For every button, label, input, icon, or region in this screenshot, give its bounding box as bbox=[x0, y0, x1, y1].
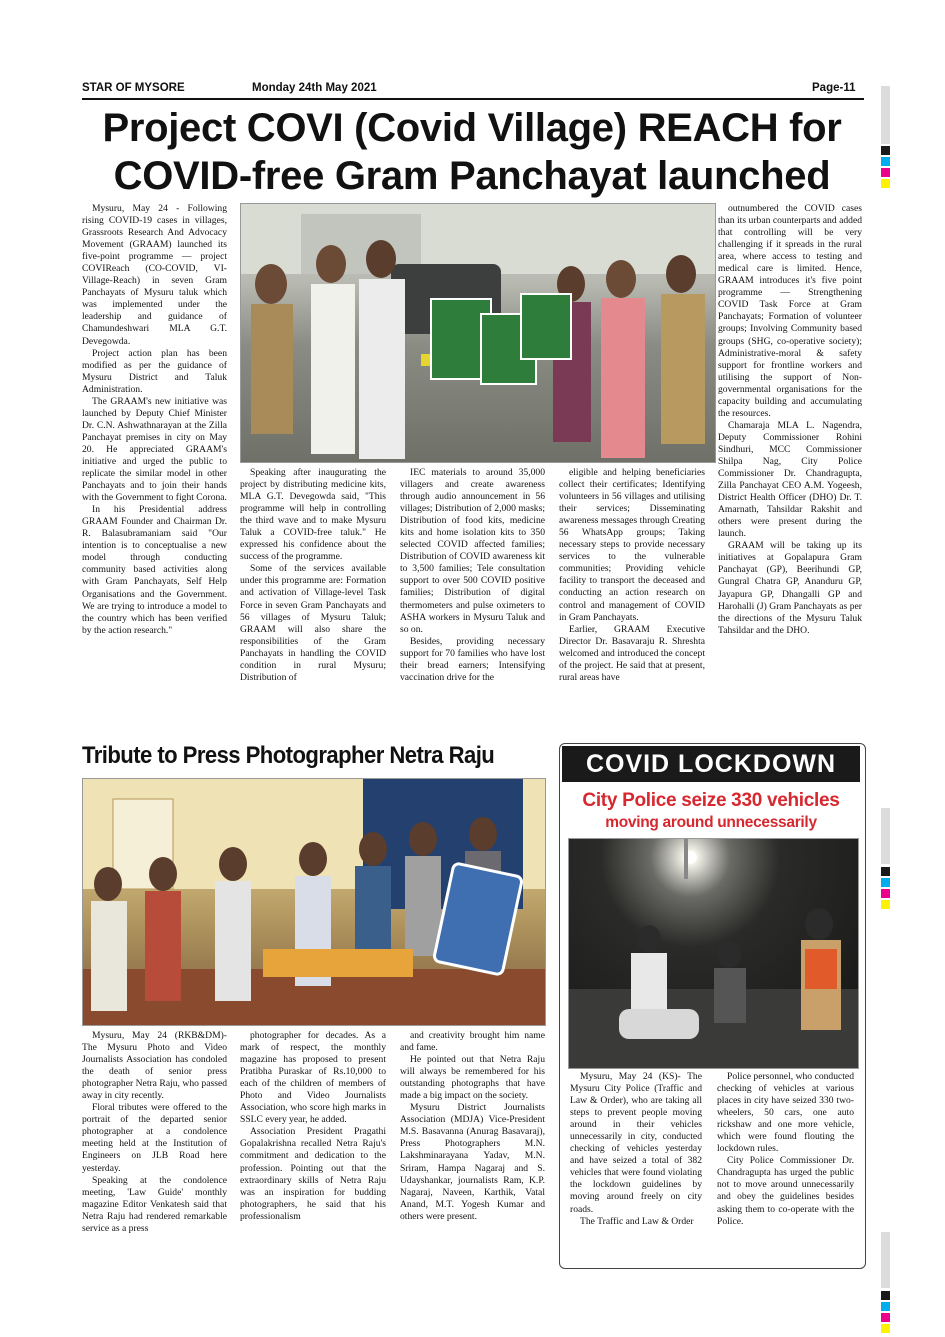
night-checking-photo bbox=[568, 838, 859, 1069]
tribute-photo bbox=[82, 778, 546, 1026]
paragraph: Mysuru, May 24 - Following rising COVID-19 cases in villages, Grassroots Research And Advocacy Movement (GRAAM) launched its five-point programme — project COVIReach (CO-COVID, VI-Village-Reach) in seven Gram Panchayats of Mysuru taluk which was implemented under the leadership and guidance of Chamundeshwari MLA G.T. Devegowda. bbox=[82, 203, 227, 347]
paragraph: Some of the services available under this programme are: Formation and activation of Village-level Task Force in seven Gram Panchayats and 56 villages of Mysuru Taluk; GRAAM will also share the responsibilities of the Gram Panchayats in handling the COVID condition in rural Mysuru; Distribution of bbox=[240, 563, 386, 683]
paragraph: Police personnel, who conducted checking of vehicles at various places in city have seized 330 two-wheelers, 50 cars, one auto rickshaw and one more vehicle, which were found flouting the lockdown rules. bbox=[717, 1071, 854, 1155]
article1-column-2 bbox=[240, 467, 386, 733]
headline-line-2: COVID-free Gram Panchayat launched bbox=[113, 154, 831, 198]
paragraph: Speaking after inaugurating the project by distributing medicine kits, MLA G.T. Devegowda said, "This programme will help in controlling the third wave and to make Mysuru Taluk a COVID-free taluk." He expressed his confidence about the success of the programme. bbox=[240, 467, 386, 563]
covid-lockdown-banner: COVID LOCKDOWN bbox=[562, 746, 860, 782]
paragraph: photographer for decades. As a mark of respect, the monthly magazine has proposed to present Pratibha Puraskar of Rs.10,000 to each of the children of members of Photo and Video Journalists Association, who score high marks in SSLC every year, he added. bbox=[240, 1030, 386, 1126]
paragraph: Chamaraja MLA L. Nagendra, Deputy Commissioner Rohini Sindhuri, MCC Commissioner Shilpa Nag, City Police Commissioner Dr. Chandragupta, Zilla Panchayat CEO A.M. Yogeesh, District Health Officer (DHO) Dr. T. Amarnath, Tahsildar Rakshit and others were present during the launch. bbox=[718, 419, 862, 540]
article3-column-2 bbox=[717, 1071, 854, 1256]
paragraph: Association President Pragathi Gopalakrishna recalled Netra Raju's commitment and dedication to the profession. Pointing out that the extraordinary skills of Netra Raju was an inspiration for budding photographers, he said that his professionalism bbox=[240, 1126, 386, 1222]
paragraph: Mysuru, May 24 (KS)- The Mysuru City Police (Traffic and Law & Order), who are taking all steps to prevent people moving around in their vehicles unnecessarily in city, conducted checking of vehicles yesterday and have seized a total of 382 vehicles that were found violating the lockdown guidelines by moving around freely on city roads. bbox=[570, 1071, 702, 1215]
header-rule bbox=[82, 98, 864, 100]
paragraph: He pointed out that Netra Raju will always be remembered for his outstanding photographs that have made a big impact on the society. bbox=[400, 1054, 545, 1102]
night-checking-illustration bbox=[569, 839, 858, 1068]
registration-bar-gray bbox=[881, 1232, 890, 1288]
registration-bar-gray bbox=[881, 86, 890, 144]
headline-line-1: City Police seize 330 vehicles bbox=[582, 790, 840, 811]
registration-mark-cyan bbox=[881, 157, 890, 166]
article2-column-2 bbox=[240, 1030, 386, 1270]
paragraph: Earlier, GRAAM Executive Director Dr. Basavaraju R. Shreshta welcomed and introduced the concept of the project. He said that at present, rural areas have bbox=[559, 623, 705, 683]
paragraph: Besides, providing necessary support for 70 families who have lost their bread earners; Intensifying vaccination drive for the bbox=[400, 635, 545, 683]
paragraph: The Traffic and Law & Order bbox=[580, 1215, 694, 1227]
paragraph: In his Presidential address GRAAM Founder and Chairman Dr. R. Balasubramaniam said "Our intention is to conceptualise a new model through conducting community based activities along with Gram Panchayats, Self Help Organisations and the Government. We are trying to introduce a model to the country which has been verified by the action research." bbox=[82, 504, 227, 636]
paragraph: eligible and helping beneficiaries collect their certificates; Identifying volunteers in 56 villages and utilising their services; Disseminating awareness messages through Creating 56 WhatsApp groups; Taking necessary steps to provide necessary services to the vulnerable communities; Providing vehicle facility to transport the deceased and conducting an action research on control and management of COVID in Gram Panchayats. bbox=[559, 467, 705, 623]
tribute-illustration bbox=[83, 779, 545, 1025]
paragraph: Speaking at the condolence meeting, 'Law Guide' monthly magazine Editor Venkatesh said that Netra Raju had rendered remarkable service as a press bbox=[82, 1174, 227, 1234]
article1-column-3 bbox=[400, 467, 545, 733]
headline-project-covi bbox=[80, 104, 864, 200]
registration-mark-black bbox=[881, 1291, 890, 1300]
paragraph: outnumbered the COVID cases than its urban counterparts and added that controlling will be very challenging if it spreads in the rural area, where access to testing and medical care is limited. Hence, GRAAM introduces it's five point programme — Strengthening COVID Task Force at Gram Panchayats; Formation of volunteer groups; Involving Community based groups (SHG, co-operative society); Administrative-moral & safety support for frontline workers and utilising the support of Non-governmental organisations for the capacity building and accumulating the resources. bbox=[718, 203, 862, 419]
registration-mark-cyan bbox=[881, 1302, 890, 1311]
registration-mark-cyan bbox=[881, 878, 890, 887]
registration-mark-yellow bbox=[881, 1324, 890, 1333]
paragraph: IEC materials to around 35,000 villagers and create awareness through audio announcement in 56 villages; Distribution of 2,000 masks; Distribution of food kits, medicine kits and home isolation kits to 350 selected COVID affected families; Distribution of COVID awareness kit to 3,500 families; Tele consultation support to over 500 COVID positive families; Distribution of digital thermometers and pulse oximeters to ASHA workers in Mysuru Taluk and so on. bbox=[400, 467, 545, 635]
registration-mark-magenta bbox=[881, 1313, 890, 1322]
registration-mark-yellow bbox=[881, 900, 890, 909]
paragraph: Mysuru, May 24 (RKB&DM)- The Mysuru Photo and Video Journalists Association has condoled the death of senior press photographer Netra Raju, who passed away in city recently. bbox=[82, 1030, 227, 1102]
paragraph: Mysuru District Journalists Association (MDJA) Vice-President M.S. Basavanna (Anurag Basavaraj), Press Photographers M.N. Lakshminarayana Yadav, M.N. Sriram, Hampa Nagaraj and S. Udayshankar, journalists Ram, K.P. Nagaraj, Naveen, Karthik, Vatal Anand, M.T. Yogesh Kumar and others were present. bbox=[400, 1102, 545, 1222]
issue-date: Monday 24th May 2021 bbox=[252, 82, 377, 94]
street-light-pole bbox=[684, 839, 688, 879]
paragraph: Floral tributes were offered to the portrait of the departed senior photographer at a condolence meeting held at the Institution of Engineers on JLB Road here yesterday. bbox=[82, 1102, 227, 1174]
page-number: Page-11 bbox=[812, 82, 856, 94]
article2-column-1 bbox=[82, 1030, 227, 1270]
article1-column-5 bbox=[718, 203, 862, 733]
publication-name: STAR OF MYSORE bbox=[82, 82, 185, 94]
headline-tribute: Tribute to Press Photographer Netra Raju bbox=[82, 742, 495, 769]
paragraph: City Police Commissioner Dr. Chandragupta has urged the public not to move around unnecessarily and obey the guidelines besides asking them to co-operate with the Police. bbox=[717, 1155, 854, 1227]
headline-police-seize bbox=[562, 790, 860, 834]
article2-column-3 bbox=[400, 1030, 545, 1270]
headline-line-2: moving around unnecessarily bbox=[605, 814, 817, 831]
launch-event-photo bbox=[240, 203, 716, 463]
headline-line-1: Project COVI (Covid Village) REACH for bbox=[102, 106, 842, 150]
flower-garland bbox=[263, 949, 413, 977]
registration-mark-magenta bbox=[881, 889, 890, 898]
paragraph: and creativity brought him name and fame. bbox=[400, 1030, 545, 1054]
registration-mark-black bbox=[881, 146, 890, 155]
registration-mark-black bbox=[881, 867, 890, 876]
registration-bar-gray bbox=[881, 808, 890, 864]
launch-event-illustration bbox=[241, 204, 715, 462]
article3-column-1 bbox=[570, 1071, 702, 1256]
article1-column-1 bbox=[82, 203, 227, 733]
registration-mark-yellow bbox=[881, 179, 890, 188]
riders-and-police bbox=[619, 908, 841, 1039]
paragraph: Project action plan has been modified as per the guidance of Mysuru District and Taluk Administration. bbox=[82, 347, 227, 395]
article1-column-4 bbox=[559, 467, 705, 733]
registration-mark-magenta bbox=[881, 168, 890, 177]
paragraph: GRAAM will be taking up its initiatives at Gopalapura Gram Panchayat (GP), Beerihundi GP, Gungral Chatra GP, Ananduru GP, Jayapura GP, Dhangalli GP and Harohalli (J) Gram Panchayats as per the directions of the Mysuru Taluk Tahsildar and the DHO. bbox=[718, 540, 862, 636]
paragraph: The GRAAM's new initiative was launched by Deputy Chief Minister Dr. C.N. Ashwathnarayan at the Zilla Panchayat premises in city on May 20. He appreciated GRAAM's initiative and urged the public to replicate the similar model in other Panchayats and to join their hands with the Government to fight Corona. bbox=[82, 395, 227, 504]
